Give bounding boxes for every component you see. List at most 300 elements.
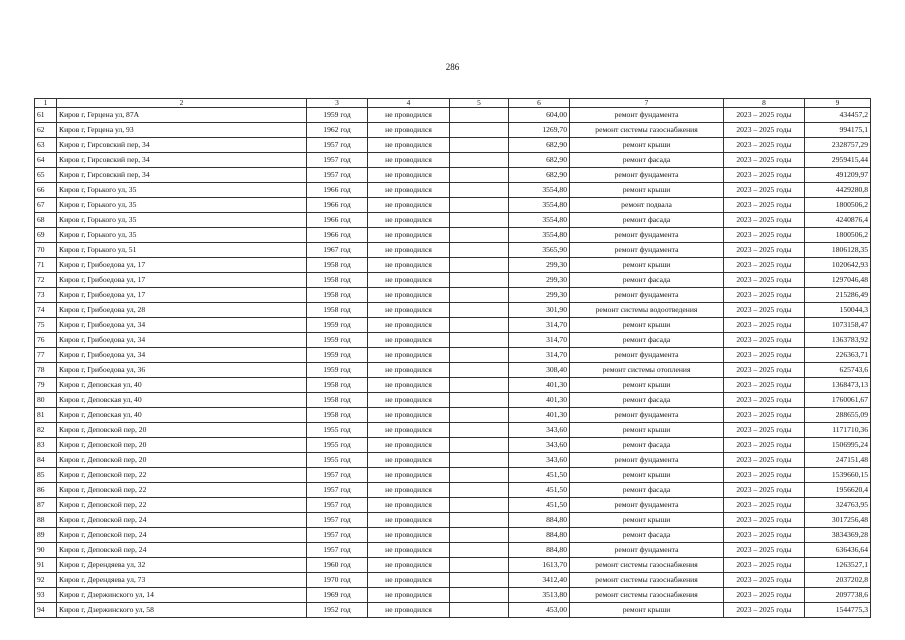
cell-period: 2023 – 2025 годы xyxy=(724,588,805,603)
cell-last-repair: не проводился xyxy=(368,108,450,123)
cell-period: 2023 – 2025 годы xyxy=(724,468,805,483)
cell-cost: 1073158,47 xyxy=(805,318,871,333)
table-row xyxy=(35,333,871,348)
cell-cost: 3834369,28 xyxy=(805,528,871,543)
cell-work-type: ремонт крыши xyxy=(570,513,724,528)
table-row xyxy=(35,288,871,303)
cell-address: Киров г, Деповской пер, 24 xyxy=(57,543,307,558)
cell-period: 2023 – 2025 годы xyxy=(724,363,805,378)
cell-period: 2023 – 2025 годы xyxy=(724,213,805,228)
cell-work-type: ремонт фасада xyxy=(570,393,724,408)
cell-col5 xyxy=(450,543,509,558)
cell-area: 1269,70 xyxy=(509,123,570,138)
cell-row-number: 85 xyxy=(35,468,57,483)
cell-address: Киров г, Грибоедова ул, 17 xyxy=(57,258,307,273)
table-row xyxy=(35,258,871,273)
table-row xyxy=(35,543,871,558)
cell-period: 2023 – 2025 годы xyxy=(724,303,805,318)
cell-address: Киров г, Грибоедова ул, 17 xyxy=(57,273,307,288)
cell-cost: 625743,6 xyxy=(805,363,871,378)
cell-period: 2023 – 2025 годы xyxy=(724,423,805,438)
cell-row-number: 66 xyxy=(35,183,57,198)
cell-last-repair: не проводился xyxy=(368,153,450,168)
cell-row-number: 77 xyxy=(35,348,57,363)
cell-row-number: 80 xyxy=(35,393,57,408)
cell-row-number: 82 xyxy=(35,423,57,438)
cell-row-number: 61 xyxy=(35,108,57,123)
cell-year-built: 1967 год xyxy=(307,243,368,258)
cell-area: 3565,90 xyxy=(509,243,570,258)
cell-period: 2023 – 2025 годы xyxy=(724,483,805,498)
cell-work-type: ремонт системы газоснабжения xyxy=(570,558,724,573)
cell-work-type: ремонт фундамента xyxy=(570,408,724,423)
cell-area: 3554,80 xyxy=(509,198,570,213)
cell-address: Киров г, Дзержинского ул, 14 xyxy=(57,588,307,603)
cell-cost: 1800506,2 xyxy=(805,228,871,243)
cell-period: 2023 – 2025 годы xyxy=(724,243,805,258)
cell-last-repair: не проводился xyxy=(368,258,450,273)
cell-address: Киров г, Грибоедова ул, 34 xyxy=(57,318,307,333)
table-row xyxy=(35,408,871,423)
table-row xyxy=(35,273,871,288)
cell-row-number: 64 xyxy=(35,153,57,168)
cell-period: 2023 – 2025 годы xyxy=(724,573,805,588)
cell-period: 2023 – 2025 годы xyxy=(724,603,805,618)
cell-row-number: 67 xyxy=(35,198,57,213)
column-header-4: 4 xyxy=(368,99,450,108)
column-header-3: 3 xyxy=(307,99,368,108)
cell-year-built: 1966 год xyxy=(307,213,368,228)
cell-col5 xyxy=(450,213,509,228)
cell-col5 xyxy=(450,123,509,138)
cell-row-number: 89 xyxy=(35,528,57,543)
cell-cost: 215286,49 xyxy=(805,288,871,303)
cell-col5 xyxy=(450,408,509,423)
cell-last-repair: не проводился xyxy=(368,543,450,558)
cell-col5 xyxy=(450,603,509,618)
cell-col5 xyxy=(450,333,509,348)
cell-col5 xyxy=(450,423,509,438)
cell-col5 xyxy=(450,138,509,153)
cell-year-built: 1966 год xyxy=(307,183,368,198)
cell-cost: 288655,09 xyxy=(805,408,871,423)
cell-address: Киров г, Гирсовский пер, 34 xyxy=(57,138,307,153)
cell-row-number: 72 xyxy=(35,273,57,288)
table-row xyxy=(35,498,871,513)
cell-row-number: 78 xyxy=(35,363,57,378)
table-row xyxy=(35,348,871,363)
cell-year-built: 1958 год xyxy=(307,258,368,273)
cell-col5 xyxy=(450,393,509,408)
cell-period: 2023 – 2025 годы xyxy=(724,408,805,423)
cell-cost: 434457,2 xyxy=(805,108,871,123)
table-row xyxy=(35,528,871,543)
cell-cost: 2097738,6 xyxy=(805,588,871,603)
cell-row-number: 79 xyxy=(35,378,57,393)
cell-period: 2023 – 2025 годы xyxy=(724,123,805,138)
cell-year-built: 1955 год xyxy=(307,453,368,468)
cell-year-built: 1970 год xyxy=(307,573,368,588)
cell-work-type: ремонт фундамента xyxy=(570,543,724,558)
cell-row-number: 65 xyxy=(35,168,57,183)
table-row xyxy=(35,138,871,153)
column-header-7: 7 xyxy=(570,99,724,108)
cell-work-type: ремонт системы отопления xyxy=(570,363,724,378)
cell-year-built: 1957 год xyxy=(307,153,368,168)
cell-period: 2023 – 2025 годы xyxy=(724,513,805,528)
cell-col5 xyxy=(450,288,509,303)
cell-last-repair: не проводился xyxy=(368,408,450,423)
cell-work-type: ремонт фасада xyxy=(570,528,724,543)
cell-year-built: 1957 год xyxy=(307,498,368,513)
cell-year-built: 1966 год xyxy=(307,228,368,243)
table-row xyxy=(35,588,871,603)
cell-address: Киров г, Грибоедова ул, 28 xyxy=(57,303,307,318)
cell-row-number: 69 xyxy=(35,228,57,243)
cell-period: 2023 – 2025 годы xyxy=(724,153,805,168)
column-header-6: 6 xyxy=(509,99,570,108)
column-header-9: 9 xyxy=(805,99,871,108)
cell-row-number: 68 xyxy=(35,213,57,228)
cell-last-repair: не проводился xyxy=(368,198,450,213)
cell-row-number: 90 xyxy=(35,543,57,558)
table-row xyxy=(35,438,871,453)
cell-address: Киров г, Горького ул, 35 xyxy=(57,228,307,243)
cell-period: 2023 – 2025 годы xyxy=(724,453,805,468)
cell-year-built: 1955 год xyxy=(307,423,368,438)
cell-area: 314,70 xyxy=(509,333,570,348)
cell-area: 401,30 xyxy=(509,393,570,408)
cell-row-number: 70 xyxy=(35,243,57,258)
cell-work-type: ремонт фундамента xyxy=(570,498,724,513)
cell-last-repair: не проводился xyxy=(368,558,450,573)
cell-work-type: ремонт крыши xyxy=(570,138,724,153)
page-number: 286 xyxy=(445,62,460,72)
cell-period: 2023 – 2025 годы xyxy=(724,543,805,558)
cell-year-built: 1957 год xyxy=(307,138,368,153)
table-row xyxy=(35,183,871,198)
cell-address: Киров г, Деповской пер, 24 xyxy=(57,528,307,543)
column-header-1: 1 xyxy=(35,99,57,108)
cell-area: 314,70 xyxy=(509,318,570,333)
cell-row-number: 86 xyxy=(35,483,57,498)
cell-period: 2023 – 2025 годы xyxy=(724,498,805,513)
column-header-8: 8 xyxy=(724,99,805,108)
cell-area: 299,30 xyxy=(509,258,570,273)
cell-year-built: 1958 год xyxy=(307,273,368,288)
cell-address: Киров г, Деповская ул, 40 xyxy=(57,393,307,408)
cell-work-type: ремонт крыши xyxy=(570,378,724,393)
cell-col5 xyxy=(450,228,509,243)
cell-last-repair: не проводился xyxy=(368,288,450,303)
cell-col5 xyxy=(450,168,509,183)
cell-cost: 994175,1 xyxy=(805,123,871,138)
cell-row-number: 76 xyxy=(35,333,57,348)
cell-year-built: 1959 год xyxy=(307,333,368,348)
cell-cost: 1544775,3 xyxy=(805,603,871,618)
cell-year-built: 1958 год xyxy=(307,408,368,423)
cell-year-built: 1966 год xyxy=(307,198,368,213)
cell-work-type: ремонт крыши xyxy=(570,603,724,618)
cell-year-built: 1955 год xyxy=(307,438,368,453)
cell-year-built: 1959 год xyxy=(307,363,368,378)
cell-last-repair: не проводился xyxy=(368,303,450,318)
table-row xyxy=(35,393,871,408)
cell-period: 2023 – 2025 годы xyxy=(724,183,805,198)
cell-last-repair: не проводился xyxy=(368,438,450,453)
cell-row-number: 84 xyxy=(35,453,57,468)
cell-year-built: 1957 год xyxy=(307,468,368,483)
cell-period: 2023 – 2025 годы xyxy=(724,558,805,573)
cell-work-type: ремонт крыши xyxy=(570,468,724,483)
cell-col5 xyxy=(450,438,509,453)
cell-period: 2023 – 2025 годы xyxy=(724,333,805,348)
cell-area: 3554,80 xyxy=(509,228,570,243)
cell-period: 2023 – 2025 годы xyxy=(724,198,805,213)
table-row xyxy=(35,168,871,183)
cell-row-number: 93 xyxy=(35,588,57,603)
cell-period: 2023 – 2025 годы xyxy=(724,138,805,153)
cell-row-number: 62 xyxy=(35,123,57,138)
cell-work-type: ремонт крыши xyxy=(570,183,724,198)
table-row xyxy=(35,363,871,378)
cell-row-number: 91 xyxy=(35,558,57,573)
cell-area: 301,90 xyxy=(509,303,570,318)
cell-col5 xyxy=(450,588,509,603)
cell-col5 xyxy=(450,243,509,258)
cell-col5 xyxy=(450,483,509,498)
cell-year-built: 1962 год xyxy=(307,123,368,138)
cell-work-type: ремонт крыши xyxy=(570,258,724,273)
cell-period: 2023 – 2025 годы xyxy=(724,318,805,333)
column-header-2: 2 xyxy=(57,99,307,108)
cell-col5 xyxy=(450,558,509,573)
cell-address: Киров г, Дерендяева ул, 73 xyxy=(57,573,307,588)
cell-last-repair: не проводился xyxy=(368,528,450,543)
cell-year-built: 1959 год xyxy=(307,318,368,333)
cell-col5 xyxy=(450,348,509,363)
cell-cost: 226363,71 xyxy=(805,348,871,363)
cell-address: Киров г, Гирсовский пер, 34 xyxy=(57,168,307,183)
cell-cost: 2328757,29 xyxy=(805,138,871,153)
table-row xyxy=(35,303,871,318)
cell-last-repair: не проводился xyxy=(368,168,450,183)
table-row xyxy=(35,318,871,333)
cell-area: 299,30 xyxy=(509,273,570,288)
cell-cost: 4240876,4 xyxy=(805,213,871,228)
cell-area: 1613,70 xyxy=(509,558,570,573)
cell-cost: 1506995,24 xyxy=(805,438,871,453)
cell-year-built: 1958 год xyxy=(307,288,368,303)
table-row xyxy=(35,558,871,573)
cell-last-repair: не проводился xyxy=(368,573,450,588)
cell-row-number: 81 xyxy=(35,408,57,423)
cell-cost: 1806128,35 xyxy=(805,243,871,258)
cell-work-type: ремонт фундамента xyxy=(570,228,724,243)
cell-address: Киров г, Герцена ул, 87А xyxy=(57,108,307,123)
cell-year-built: 1957 год xyxy=(307,543,368,558)
cell-area: 401,30 xyxy=(509,408,570,423)
cell-address: Киров г, Деповской пер, 24 xyxy=(57,513,307,528)
table-row xyxy=(35,378,871,393)
cell-last-repair: не проводился xyxy=(368,453,450,468)
table-row xyxy=(35,513,871,528)
cell-work-type: ремонт системы газоснабжения xyxy=(570,123,724,138)
cell-work-type: ремонт фасада xyxy=(570,213,724,228)
cell-year-built: 1958 год xyxy=(307,378,368,393)
cell-last-repair: не проводился xyxy=(368,213,450,228)
repair-schedule-table xyxy=(34,98,871,618)
cell-last-repair: не проводился xyxy=(368,423,450,438)
cell-period: 2023 – 2025 годы xyxy=(724,228,805,243)
table-row xyxy=(35,108,871,123)
cell-period: 2023 – 2025 годы xyxy=(724,273,805,288)
cell-address: Киров г, Деповской пер, 20 xyxy=(57,423,307,438)
cell-period: 2023 – 2025 годы xyxy=(724,378,805,393)
table-row xyxy=(35,243,871,258)
cell-cost: 2037202,8 xyxy=(805,573,871,588)
table-header-row xyxy=(35,99,871,108)
cell-period: 2023 – 2025 годы xyxy=(724,393,805,408)
cell-area: 401,30 xyxy=(509,378,570,393)
cell-last-repair: не проводился xyxy=(368,333,450,348)
cell-work-type: ремонт фасада xyxy=(570,333,724,348)
cell-last-repair: не проводился xyxy=(368,483,450,498)
cell-address: Киров г, Гирсовский пер, 34 xyxy=(57,153,307,168)
table-row xyxy=(35,213,871,228)
cell-cost: 1171710,36 xyxy=(805,423,871,438)
cell-address: Киров г, Горького ул, 35 xyxy=(57,198,307,213)
cell-row-number: 92 xyxy=(35,573,57,588)
cell-period: 2023 – 2025 годы xyxy=(724,258,805,273)
cell-address: Киров г, Деповской пер, 22 xyxy=(57,483,307,498)
cell-cost: 3017256,48 xyxy=(805,513,871,528)
cell-area: 451,50 xyxy=(509,483,570,498)
cell-area: 343,60 xyxy=(509,453,570,468)
cell-year-built: 1952 год xyxy=(307,603,368,618)
table-row xyxy=(35,153,871,168)
cell-cost: 2959415,44 xyxy=(805,153,871,168)
cell-col5 xyxy=(450,258,509,273)
cell-area: 299,30 xyxy=(509,288,570,303)
cell-cost: 1363783,92 xyxy=(805,333,871,348)
cell-year-built: 1958 год xyxy=(307,303,368,318)
cell-address: Киров г, Грибоедова ул, 17 xyxy=(57,288,307,303)
cell-work-type: ремонт подвала xyxy=(570,198,724,213)
cell-area: 308,40 xyxy=(509,363,570,378)
cell-year-built: 1957 год xyxy=(307,483,368,498)
cell-last-repair: не проводился xyxy=(368,393,450,408)
cell-area: 3554,80 xyxy=(509,213,570,228)
cell-row-number: 87 xyxy=(35,498,57,513)
cell-area: 682,90 xyxy=(509,138,570,153)
cell-address: Киров г, Горького ул, 35 xyxy=(57,213,307,228)
cell-col5 xyxy=(450,513,509,528)
cell-cost: 1760061,67 xyxy=(805,393,871,408)
cell-address: Киров г, Деповской пер, 20 xyxy=(57,453,307,468)
cell-address: Киров г, Герцена ул, 93 xyxy=(57,123,307,138)
cell-year-built: 1959 год xyxy=(307,108,368,123)
cell-cost: 1263527,1 xyxy=(805,558,871,573)
cell-work-type: ремонт фасада xyxy=(570,153,724,168)
cell-last-repair: не проводился xyxy=(368,243,450,258)
cell-col5 xyxy=(450,453,509,468)
cell-address: Киров г, Деповской пер, 22 xyxy=(57,498,307,513)
cell-col5 xyxy=(450,378,509,393)
cell-address: Киров г, Грибоедова ул, 34 xyxy=(57,333,307,348)
cell-last-repair: не проводился xyxy=(368,228,450,243)
cell-last-repair: не проводился xyxy=(368,588,450,603)
cell-address: Киров г, Деповской пер, 20 xyxy=(57,438,307,453)
cell-cost: 1800506,2 xyxy=(805,198,871,213)
cell-address: Киров г, Деповская ул, 40 xyxy=(57,378,307,393)
cell-last-repair: не проводился xyxy=(368,468,450,483)
cell-work-type: ремонт системы газоснабжения xyxy=(570,588,724,603)
cell-col5 xyxy=(450,273,509,288)
cell-area: 451,50 xyxy=(509,498,570,513)
cell-work-type: ремонт фундамента xyxy=(570,288,724,303)
cell-last-repair: не проводился xyxy=(368,123,450,138)
cell-last-repair: не проводился xyxy=(368,363,450,378)
cell-col5 xyxy=(450,573,509,588)
cell-col5 xyxy=(450,108,509,123)
cell-row-number: 63 xyxy=(35,138,57,153)
cell-area: 682,90 xyxy=(509,153,570,168)
cell-last-repair: не проводился xyxy=(368,498,450,513)
cell-last-repair: не проводился xyxy=(368,378,450,393)
cell-row-number: 74 xyxy=(35,303,57,318)
cell-work-type: ремонт фундамента xyxy=(570,243,724,258)
cell-cost: 150044,3 xyxy=(805,303,871,318)
cell-address: Киров г, Горького ул, 51 xyxy=(57,243,307,258)
cell-area: 3412,40 xyxy=(509,573,570,588)
cell-area: 884,80 xyxy=(509,513,570,528)
cell-cost: 247151,48 xyxy=(805,453,871,468)
cell-row-number: 73 xyxy=(35,288,57,303)
cell-cost: 1368473,13 xyxy=(805,378,871,393)
cell-area: 343,60 xyxy=(509,423,570,438)
table-row xyxy=(35,198,871,213)
cell-work-type: ремонт фасада xyxy=(570,483,724,498)
cell-cost: 324763,95 xyxy=(805,498,871,513)
cell-area: 884,80 xyxy=(509,528,570,543)
cell-address: Киров г, Деповской пер, 22 xyxy=(57,468,307,483)
cell-last-repair: не проводился xyxy=(368,603,450,618)
cell-area: 453,00 xyxy=(509,603,570,618)
cell-work-type: ремонт крыши xyxy=(570,423,724,438)
cell-last-repair: не проводился xyxy=(368,183,450,198)
cell-work-type: ремонт системы водоотведения xyxy=(570,303,724,318)
cell-row-number: 83 xyxy=(35,438,57,453)
cell-address: Киров г, Дзержинского ул, 58 xyxy=(57,603,307,618)
cell-work-type: ремонт фундамента xyxy=(570,453,724,468)
cell-last-repair: не проводился xyxy=(368,273,450,288)
cell-col5 xyxy=(450,498,509,513)
column-header-5: 5 xyxy=(450,99,509,108)
table-row xyxy=(35,123,871,138)
cell-col5 xyxy=(450,183,509,198)
table-row xyxy=(35,483,871,498)
table-row xyxy=(35,453,871,468)
cell-period: 2023 – 2025 годы xyxy=(724,108,805,123)
cell-year-built: 1958 год xyxy=(307,393,368,408)
cell-address: Киров г, Грибоедова ул, 36 xyxy=(57,363,307,378)
cell-col5 xyxy=(450,153,509,168)
cell-area: 343,60 xyxy=(509,438,570,453)
cell-work-type: ремонт фасада xyxy=(570,273,724,288)
cell-period: 2023 – 2025 годы xyxy=(724,348,805,363)
cell-work-type: ремонт фундамента xyxy=(570,168,724,183)
